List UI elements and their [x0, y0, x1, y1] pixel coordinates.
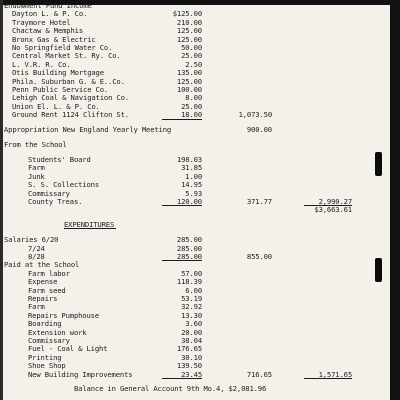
total-rule — [304, 378, 352, 379]
amount-col1: 135.00 — [176, 68, 202, 78]
amount-col1: $125.00 — [172, 9, 202, 19]
amount-col1: 25.00 — [181, 101, 202, 111]
amount-col1: 1.00 — [185, 171, 202, 181]
ledger-line-label: Boarding — [28, 319, 62, 329]
amount-col1: 50.00 — [181, 43, 202, 52]
amount-col1: 198.03 — [176, 154, 202, 164]
amount-col1: 176.65 — [176, 344, 202, 354]
ledger-line-label: Shoe Shop — [28, 361, 66, 371]
amount-col1: 31.85 — [181, 163, 202, 173]
ledger-line-label: Commissary — [28, 188, 70, 198]
ledger-line-label: Penn Public Service Co. — [12, 85, 109, 94]
ledger-line-label: Printing — [28, 352, 62, 362]
amount-col3: 2,990.27 — [318, 196, 352, 206]
amount-col1: 285.00 — [176, 243, 202, 253]
ledger-line-label: Farm seed — [28, 285, 66, 295]
ledger-line-label: Appropriation New England Yearly Meeting — [4, 125, 172, 135]
ledger-line-label: Traymore Hotel — [12, 17, 71, 27]
ledger-line-label: Central Market St. Ry. Co. — [12, 51, 121, 61]
ledger-line-label: Ground Rent 1124 Clifton St. — [12, 110, 129, 120]
amount-col1: 3.60 — [185, 319, 202, 329]
ledger-line-label: Fuel - Coal & Light — [28, 344, 108, 354]
ledger-line-label: Dayton L. & P. Co. — [12, 9, 88, 19]
amount-col1: 125.00 — [176, 26, 202, 36]
amount-col1: 38.04 — [181, 335, 202, 345]
amount-col1: 210.00 — [176, 17, 202, 27]
ledger-line — [0, 220, 400, 230]
ledger-line-label: 7/24 — [28, 243, 45, 253]
ledger-line-label: Paid at the School — [4, 260, 80, 270]
ledger-line-label: Repairs — [28, 293, 58, 303]
ledger-line-label: 8/28 — [28, 251, 45, 261]
amount-col1: 125.00 — [176, 76, 202, 86]
ledger-line-label: Commissary — [28, 335, 70, 345]
ledger-line-label: No Springfield Water Co. — [12, 43, 113, 52]
amount-col1: 8.00 — [185, 93, 202, 103]
ledger-line-label: New Building Improvements — [28, 369, 133, 379]
ledger-line-label: From the School — [4, 140, 67, 149]
ledger-line-label: Farm — [28, 163, 45, 173]
ledger-line — [0, 110, 400, 120]
amount-col1: 14.95 — [181, 180, 202, 190]
ledger-line-label: Extension work — [28, 327, 87, 337]
amount-col2: 855.00 — [246, 251, 272, 261]
amount-col1: 139.50 — [176, 361, 202, 371]
total-rule — [162, 119, 202, 120]
amount-col1: 30.10 — [181, 352, 202, 362]
ledger-line-label: Endowment Fund Income — [4, 1, 92, 10]
amount-col1: 6.00 — [185, 285, 202, 295]
ledger-line-label: Balance in General Account 9th Mo.4, $2,081.96 — [74, 384, 267, 394]
amount-col2: 716.65 — [246, 369, 272, 379]
ledger-line-label: S. S. Collections — [28, 180, 100, 190]
ledger-line-label: Phila. Suburban G. & E..Co. — [12, 76, 125, 86]
amount-col1: 25.00 — [181, 51, 202, 61]
ledger-line-label: Lehigh Coal & Navigation Co. — [12, 93, 129, 103]
amount-col1: 100.00 — [176, 85, 202, 94]
ledger-line-label: Farm — [28, 302, 45, 312]
amount-col2: 1,073.50 — [238, 110, 272, 120]
ledger-line-label: Bronx Gas & Electric — [12, 34, 96, 44]
amount-col2: 371.77 — [246, 196, 272, 206]
amount-col1: 18.00 — [181, 110, 202, 120]
ledger-line-label: EXPENDITURES — [64, 220, 115, 230]
amount-col1: 2.50 — [185, 59, 202, 69]
ledger-line-label: Salaries 6/20 — [4, 235, 59, 245]
ledger-line — [0, 384, 400, 394]
amount-col1: 23.45 — [181, 369, 202, 379]
ledger-line-label: Junk — [28, 171, 45, 181]
ledger-line-label: Repairs Pumphouse — [28, 310, 100, 320]
amount-col1: 5.93 — [185, 188, 202, 198]
ledger-line-label: Union El. L. & P. Co. — [12, 101, 100, 111]
amount-col1: 57.00 — [181, 268, 202, 278]
amount-col1: 53.19 — [181, 293, 202, 303]
amount-col3: 1,571.65 — [318, 369, 352, 379]
ledger-line-label: Expense — [28, 277, 58, 287]
amount-col1: 13.30 — [181, 310, 202, 320]
ledger-line-label: L. V.R. R. Co. — [12, 59, 71, 69]
amount-col3: $3,663.61 — [314, 205, 352, 215]
ledger-line — [0, 205, 400, 215]
total-rule — [162, 378, 202, 379]
ledger-line-label: Farm labor — [28, 268, 70, 278]
ledger-line-label: County Treas. — [28, 196, 83, 206]
ledger-line-label: Otis Building Mortgage — [12, 68, 104, 78]
amount-col1: 285.00 — [176, 235, 202, 245]
amount-col1: 32.92 — [181, 302, 202, 312]
ledger-line-label: Chactaw & Memphis — [12, 26, 84, 36]
amount-col1: 125.00 — [176, 34, 202, 44]
ledger-line — [0, 140, 400, 150]
heading-underline — [64, 228, 116, 229]
amount-col2: 900.00 — [246, 125, 272, 135]
ledger-line-label: Students' Board — [28, 154, 91, 164]
ledger-line — [0, 370, 400, 380]
amount-col1: 285.00 — [176, 251, 202, 261]
amount-col1: 120.00 — [176, 196, 202, 206]
ledger-line — [0, 125, 400, 135]
amount-col1: 118.39 — [176, 277, 202, 287]
amount-col1: 20.00 — [181, 327, 202, 337]
